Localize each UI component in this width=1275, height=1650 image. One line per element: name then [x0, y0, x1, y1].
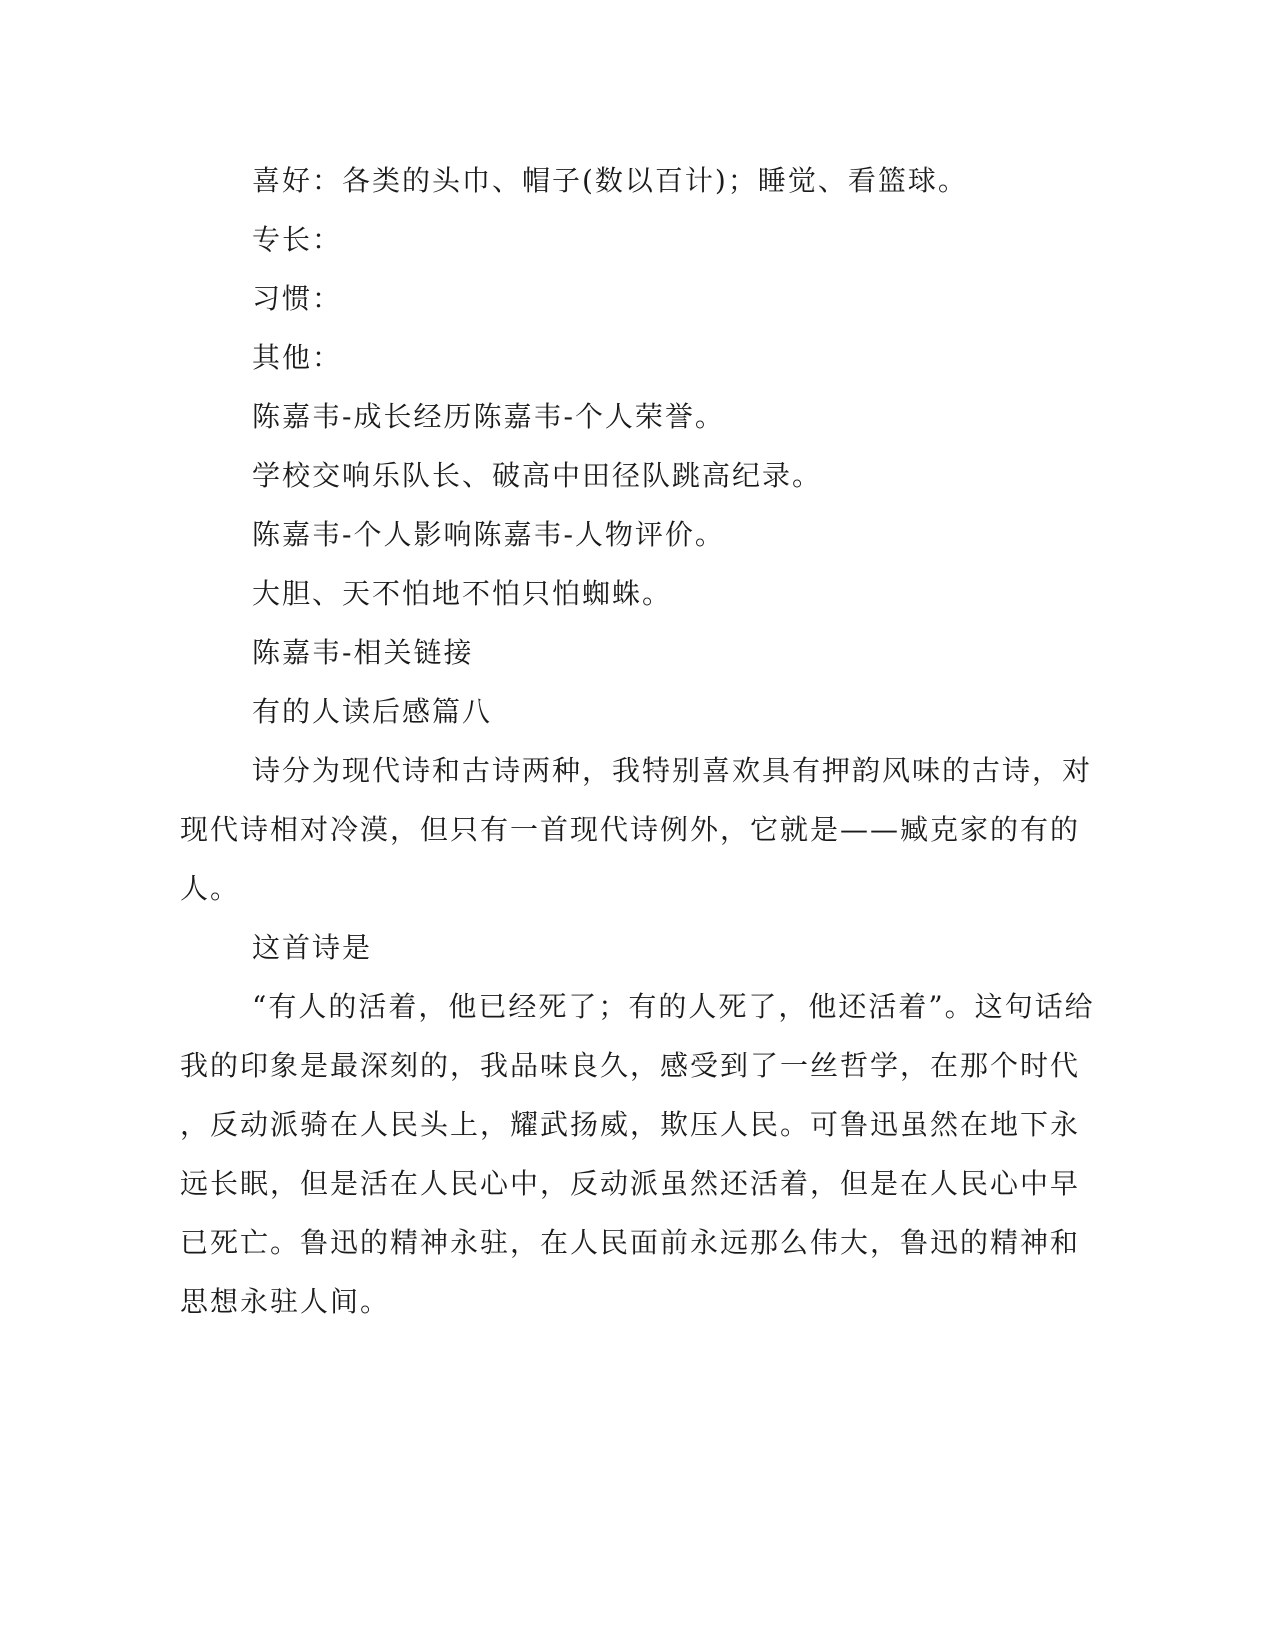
paragraph-1-line-2: 现代诗相对冷漠，但只有一首现代诗例外，它就是——臧克家的有的 — [180, 813, 1081, 846]
other-line: 其他： — [252, 341, 343, 374]
paragraph-3-line-1: “有人的活着，他已经死了；有的人死了，他还活着”。这句话给 — [252, 990, 1095, 1023]
specialty-line: 专长： — [252, 223, 343, 256]
paragraph-2-line-1: 这首诗是 — [252, 931, 373, 964]
evaluation-heading-line: 陈嘉韦-个人影响陈嘉韦-人物评价。 — [252, 518, 725, 551]
evaluation-content-line: 大胆、天不怕地不怕只怕蜘蛛。 — [252, 577, 673, 610]
paragraph-3-line-3: ，反动派骑在人民头上，耀武扬威，欺压人民。可鲁迅虽然在地下永 — [180, 1108, 1081, 1141]
related-links-line: 陈嘉韦-相关链接 — [252, 636, 474, 669]
paragraph-3-line-4: 远长眠，但是活在人民心中，反动派虽然还活着，但是在人民心中早 — [180, 1167, 1081, 1200]
hobby-line: 喜好：各类的头巾、帽子(数以百计)；睡觉、看篮球。 — [252, 164, 968, 197]
honor-heading-line: 陈嘉韦-成长经历陈嘉韦-个人荣誉。 — [252, 400, 725, 433]
paragraph-3-line-6: 思想永驻人间。 — [180, 1285, 391, 1318]
paragraph-3-line-2: 我的印象是最深刻的，我品味良久，感受到了一丝哲学，在那个时代 — [180, 1049, 1081, 1082]
paragraph-3-line-5: 已死亡。鲁迅的精神永驻，在人民面前永远那么伟大，鲁迅的精神和 — [180, 1226, 1081, 1259]
honor-content-line: 学校交响乐队长、破高中田径队跳高纪录。 — [252, 459, 823, 492]
habit-line: 习惯： — [252, 282, 343, 315]
section-title: 有的人读后感篇八 — [252, 695, 493, 728]
paragraph-1-line-1: 诗分为现代诗和古诗两种，我特别喜欢具有押韵风味的古诗，对 — [252, 754, 1093, 787]
paragraph-1-line-3: 人。 — [180, 872, 241, 905]
